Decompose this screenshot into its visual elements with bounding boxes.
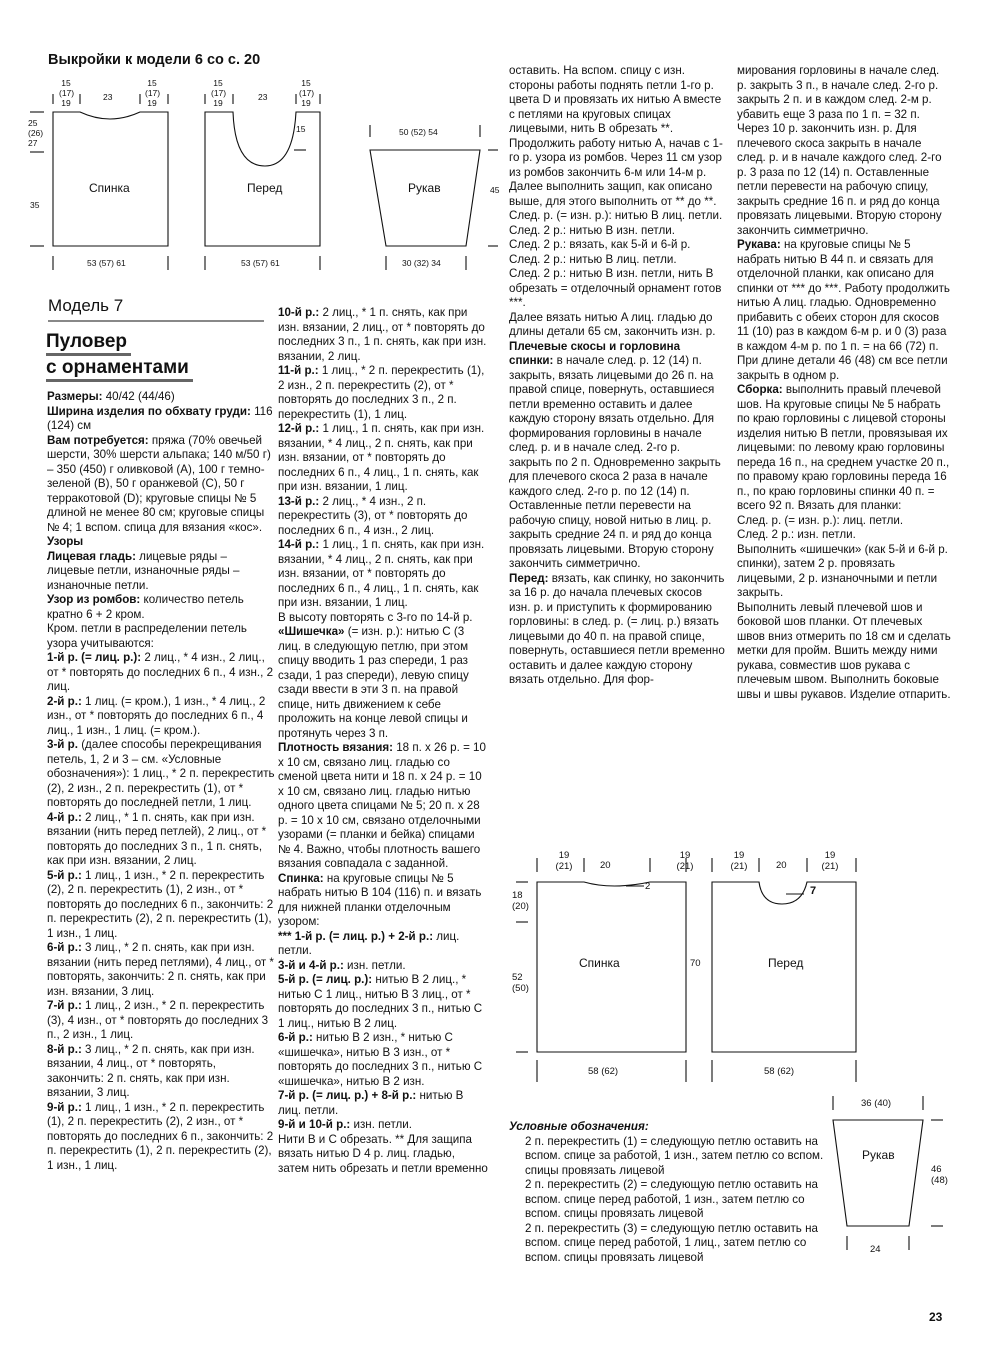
front-side-width-r-alt: (17) — [299, 88, 315, 98]
model-label: Модель 7 — [48, 296, 124, 315]
back-mid-width: 23 — [103, 92, 113, 102]
patterns-header: Выкройки к модели 6 со с. 20 — [48, 52, 261, 68]
front-side-width-r: 15 — [301, 78, 311, 88]
back2-top-height-alt: (20) — [512, 901, 529, 912]
paragraph: В высоту повторять с 3-го по 14-й р. — [278, 610, 473, 624]
sleeve-label: Рукав — [408, 181, 441, 195]
paragraph: 2-й р.: 1 лиц. (= кром.), 1 изн., * 4 лиц., 2 изн., от * повторять до последних 6 п., 4 лиц., 1 изн., 1 лиц. (= кром.). — [47, 694, 266, 737]
paragraph: мирования горловины в начале след. р. закрыть 3 п., в начале след. 2-го р. закрыть 2 п. и в каждом след. 2-м р. убавить еще 3 раза по 1 п. = 32 п. Через 10 р. закончить изн. р. Для плечевого скоса закрыть в начале след. р. и в начале каждого след. 2-го р. 3 раза по 12 (14) п. Оставленные петли перевести на рабочую спицу, закрыть средние 16 п. и ряд до конца провязать лицевыми. Вторую сторону закончить симметрично. — [737, 64, 942, 237]
paragraph: Плечевые скосы и горловина спинки: в начале след. р. 12 (14) п. закрыть, вязать лицевыми до 26 п. на правой спице, повернуть, оставшиеся петли временно оставить и далее каждую сторону вязать отдельно. Для формирования горловины в начале след. р. и в начале след. 2-го р. закрыть по 2 п. Одновременно закрыть для плечевого скоса 2 раза в начале каждого след. 2-го р. по 12 (14) п. Оставленные петли перевести на рабочую спицу, новой нитью в лиц. р. закрыть средние 24 п. и ряд до конца провязать лицевыми. Вторую сторону закончить симметрично. — [509, 339, 721, 570]
front-label: Перед — [247, 181, 283, 195]
back2-body-height-alt: (50) — [512, 983, 529, 994]
paragraph: Спинка: на круговые спицы № 5 набрать нитью B 104 (116) п. и вязать для нижней планки отделочным узором: — [278, 871, 482, 928]
back2-top-height: 18 — [512, 890, 523, 901]
back-side-width-r: 15 — [147, 78, 157, 88]
column-1 — [47, 390, 275, 1173]
paragraph: Вам потребуется: пряжа (70% овечьей шерсти, 30% шерсти альпака; 140 м/50 г) – 350 (450) г оливковой (A), 100 г темно-зеленой (B), 50 г оранжевой (C), 50 г терракотовой (D); круговые спицы № 5 длиной не менее 80 см; круговые спицы № 4; 1 вспом. спица для вязания «кос». — [47, 433, 271, 534]
back2-side-width: 19 — [558, 850, 570, 861]
back2-mid-width: 20 — [600, 860, 611, 871]
front2-side-width: 19 — [733, 850, 745, 861]
paragraph: Узоры — [47, 535, 84, 548]
paragraph: Лицевая гладь: лицевые ряды – лицевые петли, изнаночные ряды – изнаночные петли. — [47, 549, 240, 592]
front2-side-width-r-alt: (21) — [821, 861, 839, 872]
sleeve2-height-alt: (48) — [931, 1175, 948, 1186]
column-4 — [737, 64, 951, 702]
title-line-2: с орнаментами — [46, 356, 193, 382]
paragraph: Рукава: на круговые спицы № 5 набрать нитью B 44 п. и связать для отделочной планки, как описано для спинки от *** до ***. Работу продолжить нитью A лиц. гладью. Одновременно прибавить с обеих сторон для скосов 11 (10) раз в каждом 6-м р. и 0 (3) раза в каждом 4-м р. по 1 п. = на 66 (72) п. При длине детали 46 (48) см все петли закрыть в одном р. — [737, 238, 950, 382]
legend-title: Условные обозначения: — [509, 1120, 649, 1133]
paragraph: Перед: вязать, как спинку, но закончить за 16 р. до начала плечевых скосов изн. р. и приступить к формированию горловины: в след. р. (= лиц. р.) вязать лицевыми до 40 п. на правой спице, повернуть, оставшиеся петли временно оставить и далее каждую сторону вязать отдельно. Для фор- — [509, 571, 725, 686]
paragraph: След. 2 р.: нитью B изн. петли, нить B обрезать = отделочный орнамент готов ***. — [509, 267, 722, 309]
paragraph: След. 2 р.: нитью B изн. петли. — [509, 223, 675, 237]
paragraph: Сборка: выполнить правый плечевой шов. На круговые спицы № 5 набрать по краю горловины с лицевой стороны изделия нитью B петли, провязывая их лицевыми: по левому краю горловины переда 16 п., на среднем участке 20 п., по правому краю горловины переда 16 п., по краю горловины спинки 40 п. = всего 92 п. Вязать для планки: — [737, 383, 950, 512]
back2-neck-depth: 2 — [645, 881, 651, 892]
front-side-width-alt: (17) — [211, 88, 227, 98]
front-side-width-alt2: 19 — [213, 98, 223, 108]
paragraph: 10-й р.: 2 лиц., * 1 п. снять, как при изн. вязании, 2 лиц., от * повторять до последних 3 п., 1 п. снять, как при изн. вязании, 2 лиц. — [278, 306, 487, 363]
sleeve-outline — [370, 150, 480, 246]
back2-side-width-alt: (21) — [555, 861, 573, 872]
paragraph: 14-й р.: 1 лиц., 1 п. снять, как при изн. вязании, * 4 лиц., 2 п. снять, как при изн. вязании, от * повторять до последних 6 п., 4 лиц., 1 п. снять, как при изн. вязании, 1 лиц. — [278, 538, 485, 609]
back-top-height: 25 — [28, 118, 38, 128]
paragraph: оставить. На вспом. спицу с изн. стороны работы поднять петли 1-го р. цвета D и провязать их нитью A вместе с петлями на круговых спицах лицевыми, нить B обрезать **. Продолжить работу нитью A, начав с 1-го р. узора из ромбов. Через 11 см узор из ромбов закончить 6-м или 14-м р. Далее выполнить защип, как описано выше, для этого выполнить от ** до **. — [509, 64, 723, 208]
back2-bottom-width: 58 (62) — [588, 1066, 619, 1077]
sleeve2-label: Рукав — [862, 1148, 895, 1162]
legend-item: 2 п. перекрестить (3) = следующую петлю оставить на вспом. спице перед работой, 1 лиц., затем петлю со вспом. спицы провязать лицевой — [525, 1221, 818, 1264]
legend-item: 2 п. перекрестить (1) = следующую петлю оставить на вспом. спице за работой, 1 изн., затем петлю со вспом. спицы провязать лицевой — [525, 1134, 824, 1177]
front-side-width-r-alt2: 19 — [301, 98, 311, 108]
back2-label: Спинка — [579, 956, 620, 970]
paragraph: Ширина изделия по обхвату груди: 116 (124) см — [47, 404, 273, 432]
model-divider — [48, 320, 264, 322]
back2-side-width-r-alt: (21) — [676, 861, 694, 872]
back2-body-height: 52 — [512, 972, 523, 983]
back-side-width-alt: (17) — [59, 88, 75, 98]
back-label: Спинка — [89, 181, 130, 195]
paragraph: 12-й р.: 1 лиц., 1 п. снять, как при изн. вязании, * 4 лиц., 2 п. снять, как при изн. вязании, от * повторять до последних 6 п., 4 лиц., 1 п. снять, как при изн. вязании, 1 лиц. — [278, 422, 485, 493]
paragraph: Плотность вязания: 18 п. х 26 р. = 10 х 10 см, связано лиц. гладью со сменой цвета нити и 18 п. х 24 р. = 10 х 10 см, связано лиц. гладью нитью одного цвета спицами № 5; 20 п. х 28 р. = 10 х 10 см, связано отделочными узорами (= планки и бейка) спицами № 4. Важно, чтобы плотность вашего вязания совпадала с заданной. — [278, 741, 486, 870]
paragraph: Узор из ромбов: количество петель кратно 6 + 2 кром. — [47, 593, 244, 621]
paragraph: 7-й р.: 1 лиц., 2 изн., * 2 п. перекрестить (3), 4 изн., от * повторять до последних 3 п., 2 изн., 1 лиц. — [47, 999, 269, 1041]
back-outline — [53, 112, 168, 246]
back-top-height-alt: (26) — [28, 128, 44, 138]
paragraph: След. р. (= изн. р.): нитью B лиц. петли. — [509, 209, 723, 222]
paragraph: 13-й р.: 2 лиц., * 4 изн., 2 п. перекрестить (3), от * повторять до последних 6 п., 4 изн., 2 лиц. — [278, 494, 468, 537]
paragraph: *** 1-й р. (= лиц. р.) + 2-й р.: лиц. петли. — [278, 929, 460, 957]
title-line-1: Пуловер — [46, 330, 131, 356]
front2-side-width-alt: (21) — [730, 861, 748, 872]
paragraph: Выполнить левый плечевой шов и боковой шов планки. От плечевых швов вниз отмерить по 18 см и сделать метки для пройм. Вшить между ними рукава, совместив шов рукава с плечевым швом. Выполнить боковые швы и швы рукавов. Изделие отпарить. — [737, 600, 951, 701]
front2-neck-depth: 7 — [810, 885, 817, 897]
back-side-width-r-alt2: 19 — [147, 98, 157, 108]
paragraph: «Шишечка» (= изн. р.): нитью C (3 лиц. в следующую петлю, при этом спицу вводить 1 раз спереди, 1 раз сзади, 1 раз спереди), левую спицу сзади ввести в эти 3 п. на правой спице, нить движением к себе проложить на конце левой спицы и протянуть через 3 п. — [278, 625, 469, 740]
front-bottom-width: 53 (57) 61 — [241, 258, 280, 268]
front-mid-width: 23 — [258, 92, 268, 102]
paragraph: 5-й р. (= лиц. р.): нитью B 2 лиц., * нитью C 1 лиц., нитью B 3 лиц., от * повторять до последних 3 п., нитью C 1 лиц., нитью B 2 лиц. — [278, 973, 483, 1030]
paragraph: Размеры: 40/42 (44/46) — [47, 390, 175, 403]
front2-height: 70 — [690, 958, 701, 969]
front2-bottom-width: 58 (62) — [764, 1066, 795, 1077]
paragraph: 9-й и 10-й р.: изн. петли. — [278, 1118, 412, 1131]
sleeve2-top-width: 36 (40) — [861, 1098, 892, 1109]
front-neck-depth: 15 — [296, 124, 306, 134]
paragraph: Выполнить «шишечки» (как 5-й и 6-й р. спинки), затем 2 р. провязать лицевыми, 2 р. изнаночными и петли закрыть. — [737, 542, 948, 599]
paragraph: 6-й р.: 3 лиц., * 2 п. снять, как при изн. вязании (нить перед петлями), 4 лиц., от * повторять, закончить: 2 п. снять, как при изн. вязании, 3 лиц. — [47, 941, 274, 998]
front2-side-width-r: 19 — [824, 850, 836, 861]
sleeve2-height: 46 — [931, 1164, 942, 1175]
paragraph: 8-й р.: 3 лиц., * 2 п. снять, как при изн. вязании, 4 лиц., от * повторять, закончить: 2 п. снять, как при изн. вязании, 3 лиц. — [47, 1042, 255, 1099]
top-patterns-diagram — [0, 70, 500, 280]
back2-side-width-r: 19 — [679, 850, 691, 861]
front-side-width: 15 — [213, 78, 223, 88]
paragraph: Кром. петли в распределении петель узора учитываются: — [47, 622, 247, 650]
paragraph: След. 2 р.: нитью B лиц. петли. — [509, 252, 677, 266]
sleeve-top-width: 50 (52) 54 — [399, 127, 438, 137]
back-side-width-r-alt: (17) — [145, 88, 161, 98]
paragraph: След. 2 р.: вязать, как 5-й и 6-й р. — [509, 238, 691, 251]
paragraph: След. р. (= изн. р.): лиц. петли. — [737, 513, 904, 527]
column-2 — [278, 306, 488, 1176]
back-side-width-alt2: 19 — [61, 98, 71, 108]
front2-label: Перед — [768, 956, 804, 970]
page-number: 23 — [929, 1310, 943, 1324]
paragraph: 4-й р.: 2 лиц., * 1 п. снять, как при изн. вязании (нить перед петлей), 2 лиц., от * повторять до последних 3 п., 1 п. снять, как при изн. вязании, 2 лиц. — [47, 810, 267, 867]
back-bottom-width: 53 (57) 61 — [87, 258, 126, 268]
paragraph: 11-й р.: 1 лиц., * 2 п. перекрестить (1), 2 изн., 2 п. перекрестить (2), от * повторять до последних 3 п., 2 п. перекрестить (1), 1 лиц. — [278, 364, 485, 421]
paragraph: 1-й р. (= лиц. р.): 2 лиц., * 4 изн., 2 лиц., от * повторять до последних 6 п., 4 изн., 2 лиц. — [47, 651, 274, 693]
back-top-height-alt2: 27 — [28, 138, 38, 148]
sleeve-height: 45 — [490, 185, 500, 195]
back-side-width: 15 — [61, 78, 71, 88]
back-body-height: 35 — [30, 200, 40, 210]
pullover-title — [46, 330, 193, 382]
paragraph: 9-й р.: 1 лиц., 1 изн., * 2 п. перекрестить (1), 2 п. перекрестить (2), 2 изн., от * повторять до последних 6 п., закончить: 2 п. перекрестить (1), 2 п. перекрестить (2), 1 изн., 1 лиц. — [47, 1100, 274, 1172]
paragraph: 5-й р.: 1 лиц., 1 изн., * 2 п. перекрестить (2), 2 п. перекрестить (1), 2 изн., от * повторять до последних 6 п., закончить: 2 п. перекрестить (2), 2 п. перекрестить (1), 1 изн., 1 лиц. — [47, 868, 274, 940]
paragraph: Далее вязать нитью A лиц. гладью до длины детали 65 см, закончить изн. р. — [509, 310, 716, 338]
legend-item: 2 п. перекрестить (2) = следующую петлю оставить на вспом. спице перед работой, 1 изн., затем петлю со вспом. спицы провязать лицевой — [525, 1178, 818, 1220]
sleeve-bottom-width: 30 (32) 34 — [402, 258, 441, 268]
sleeve2-outline — [833, 1120, 923, 1226]
paragraph: След. 2 р.: изн. петли. — [737, 528, 856, 541]
paragraph: Нити B и C обрезать. ** Для защипа вязать нитью D 4 р. лиц. гладью, затем нить обрезать и петли временно — [278, 1132, 488, 1175]
sleeve2-bottom-width: 24 — [870, 1244, 881, 1255]
paragraph: 7-й р. (= лиц. р.) + 8-й р.: нитью B лиц. петли. — [278, 1089, 464, 1117]
column-3 — [509, 64, 725, 688]
paragraph: 6-й р.: нитью B 2 изн., * нитью C «шишечка», нитью B 3 изн., от * повторять до последних 3 п., нитью C «шишечка», нитью B 2 изн. — [278, 1031, 483, 1088]
paragraph: 3-й р. (далее способы перекрещивания петель, 1, 2 и 3 – см. «Условные обозначения»): 1 лиц., * 2 п. перекрестить (2), 2 изн., 2 п. перекрестить (1), от * повторять до последней петли, 1 лиц. — [47, 738, 275, 809]
legend — [507, 1120, 827, 1265]
front2-mid-width: 20 — [776, 860, 787, 871]
paragraph: 3-й и 4-й р.: изн. петли. — [278, 958, 406, 972]
